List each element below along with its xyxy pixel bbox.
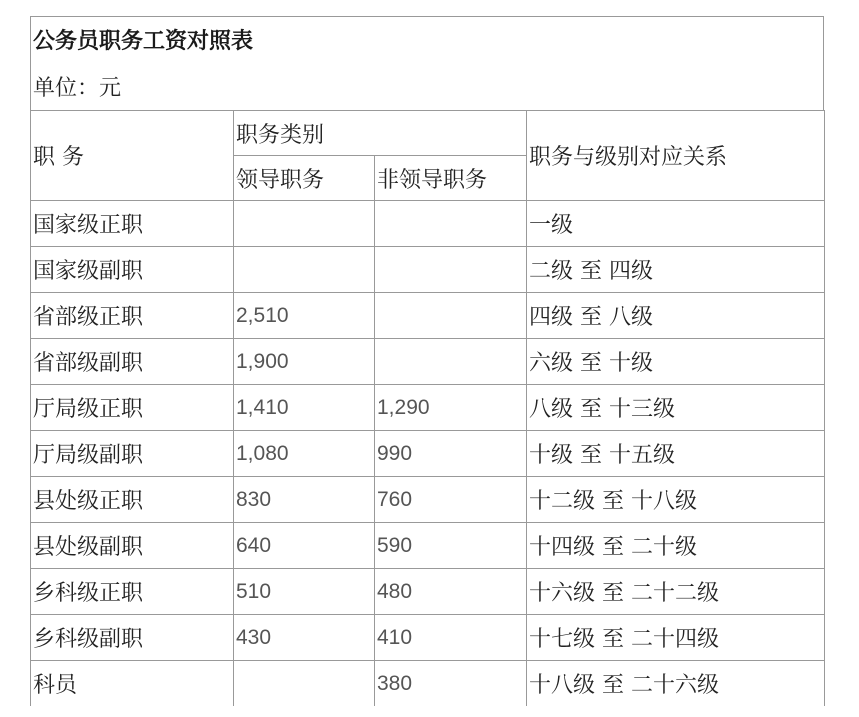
cell-leader-salary: 1,900	[234, 339, 375, 385]
unit-label: 单位：元	[30, 62, 824, 110]
table-row	[31, 523, 825, 569]
table-row	[31, 339, 825, 385]
cell-leader-salary	[234, 661, 375, 707]
cell-leader-salary: 1,410	[234, 385, 375, 431]
salary-table	[30, 110, 825, 706]
table-row	[31, 431, 825, 477]
table-title: 公务员职务工资对照表	[30, 16, 824, 62]
cell-position: 国家级副职	[31, 247, 234, 293]
cell-leader-salary	[234, 201, 375, 247]
cell-position: 国家级正职	[31, 201, 234, 247]
table-row	[31, 201, 825, 247]
cell-non-leader-salary: 380	[375, 661, 527, 707]
cell-grade-range: 十级 至 十五级	[527, 431, 825, 477]
cell-grade-range: 十四级 至 二十级	[527, 523, 825, 569]
cell-grade-range: 四级 至 八级	[527, 293, 825, 339]
cell-non-leader-salary: 990	[375, 431, 527, 477]
cell-grade-range: 十八级 至 二十六级	[527, 661, 825, 707]
cell-leader-salary	[234, 247, 375, 293]
cell-non-leader-salary: 590	[375, 523, 527, 569]
cell-grade-range: 六级 至 十级	[527, 339, 825, 385]
cell-non-leader-salary	[375, 247, 527, 293]
cell-grade-range: 二级 至 四级	[527, 247, 825, 293]
cell-grade-range: 十二级 至 十八级	[527, 477, 825, 523]
cell-grade-range: 八级 至 十三级	[527, 385, 825, 431]
cell-leader-salary: 430	[234, 615, 375, 661]
salary-table-sheet	[30, 16, 824, 706]
cell-non-leader-salary: 1,290	[375, 385, 527, 431]
cell-grade-range: 十七级 至 二十四级	[527, 615, 825, 661]
cell-position: 科员	[31, 661, 234, 707]
header-leader: 领导职务	[234, 156, 375, 201]
header-row-top	[31, 111, 825, 156]
cell-non-leader-salary	[375, 293, 527, 339]
cell-position: 县处级副职	[31, 523, 234, 569]
table-row	[31, 247, 825, 293]
cell-position: 乡科级正职	[31, 569, 234, 615]
table-row	[31, 477, 825, 523]
header-non-leader: 非领导职务	[375, 156, 527, 201]
table-row	[31, 293, 825, 339]
cell-non-leader-salary	[375, 201, 527, 247]
cell-position: 省部级副职	[31, 339, 234, 385]
cell-non-leader-salary: 760	[375, 477, 527, 523]
cell-position: 县处级正职	[31, 477, 234, 523]
cell-position: 省部级正职	[31, 293, 234, 339]
cell-position: 厅局级正职	[31, 385, 234, 431]
table-row	[31, 615, 825, 661]
cell-position: 厅局级副职	[31, 431, 234, 477]
cell-leader-salary: 640	[234, 523, 375, 569]
cell-leader-salary: 2,510	[234, 293, 375, 339]
table-row	[31, 661, 825, 707]
cell-grade-range: 十六级 至 二十二级	[527, 569, 825, 615]
header-category: 职务类别	[234, 111, 527, 156]
cell-grade-range: 一级	[527, 201, 825, 247]
cell-non-leader-salary: 480	[375, 569, 527, 615]
cell-leader-salary: 830	[234, 477, 375, 523]
table-row	[31, 569, 825, 615]
cell-leader-salary: 510	[234, 569, 375, 615]
cell-non-leader-salary: 410	[375, 615, 527, 661]
cell-non-leader-salary	[375, 339, 527, 385]
table-row	[31, 385, 825, 431]
cell-leader-salary: 1,080	[234, 431, 375, 477]
header-grade-relation: 职务与级别对应关系	[527, 111, 825, 201]
header-position: 职 务	[31, 111, 234, 201]
cell-position: 乡科级副职	[31, 615, 234, 661]
